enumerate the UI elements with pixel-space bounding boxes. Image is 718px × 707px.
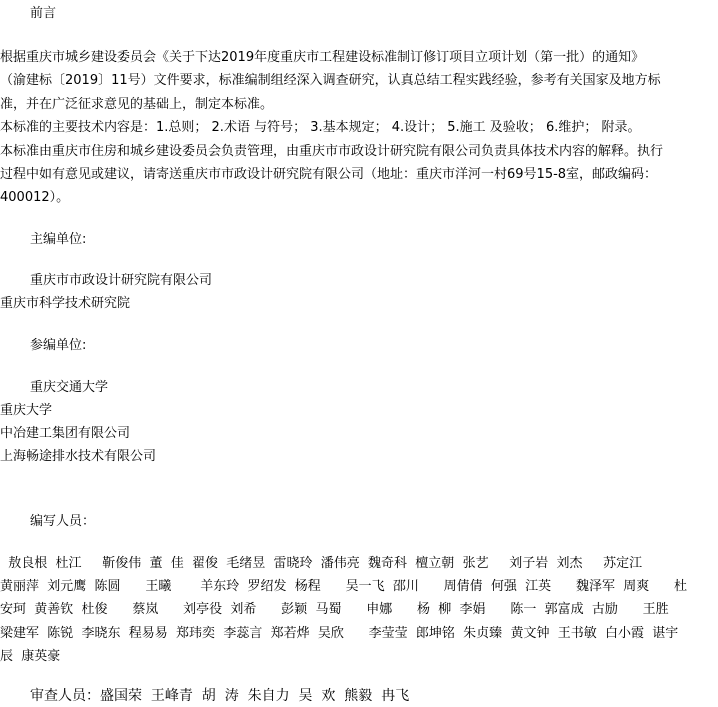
participating-unit-3: 中冶建工集团有限公司 xyxy=(0,426,131,441)
preface-line-5: 本标准由重庆市住房和城乡建设委员会负责管理，由重庆市市政设计研究院有限公司负责具体技术内容的解释。执行 xyxy=(0,144,664,159)
drafters-line-1: 敖良根 杜江 靳俊伟 董 佳 翟俊 毛绪昱 雷晓玲 潘伟亮 魏奇科 檀立朝 张艺 刘子岩 刘杰 苏定江 xyxy=(0,556,643,571)
reviewers-names: 盛国荣 王峰青 胡 涛 朱自力 吴 欢 熊毅 冉飞 xyxy=(100,688,410,704)
preface-line-7: 400012）。 xyxy=(0,190,70,205)
preface-line-2: （渝建标〔2019〕11号）文件要求，标准编制组经深入调查研究，认真总结工程实践经验，参考有关国家及地方标 xyxy=(0,73,661,88)
preface-line-6: 过程中如有意见或建议，请寄送重庆市市政设计研究院有限公司（地址：重庆市洋河一村69号15-8室，邮政编码： xyxy=(0,167,658,182)
chief-unit-2: 重庆市科学技术研究院 xyxy=(0,296,131,311)
chief-units-label: 主编单位: xyxy=(30,232,87,247)
reviewers-row xyxy=(30,685,718,707)
drafters-line-3: 安珂 黄善钦 杜俊 蔡岚 刘亭役 刘希 彭颖 马蜀 申娜 杨 柳 李娟 陈一 郭富成 古励 王胜 xyxy=(0,602,669,617)
drafters-line-4: 梁建军 陈锐 李晓东 程易易 郑玮奕 李蕊言 郑若烨 吴欣 李莹莹 郎坤铭 朱贞臻 黄文钟 王书敏 白小霞 谌宇 xyxy=(0,626,679,641)
participating-unit-2: 重庆大学 xyxy=(0,403,53,418)
preface-line-4: 本标准的主要技术内容是：1.总则； 2.术语 与符号； 3.基本规定； 4.设计； 5.施工 及验收； 6.维护； 附录。 xyxy=(0,120,641,135)
drafters-label: 编写人员： xyxy=(30,514,96,529)
preface-line-3: 准，并在广泛征求意见的基础上，制定本标准。 xyxy=(0,97,274,112)
participating-unit-4: 上海畅途排水技术有限公司 xyxy=(0,449,157,464)
preface-heading: 前言 xyxy=(30,6,57,21)
chief-unit-1: 重庆市市政设计研究院有限公司 xyxy=(30,273,213,288)
participating-unit-1: 重庆交通大学 xyxy=(30,380,109,395)
drafters-line-5: 辰 康英豪 xyxy=(0,649,61,664)
drafters-line-2: 黄丽萍 刘元鹰 陈圆 王曦 羊东玲 罗绍发 杨程 吴一飞 邵川 周倩倩 何强 江英 魏泽军 周爽 杜 xyxy=(0,579,688,594)
preface-line-1: 根据重庆市城乡建设委员会《关于下达2019年度重庆市工程建设标准制订修订项目立项计划（第一批）的通知》 xyxy=(0,50,645,65)
reviewers-label: 审查人员： xyxy=(30,688,100,704)
participating-units-label: 参编单位: xyxy=(30,338,87,353)
